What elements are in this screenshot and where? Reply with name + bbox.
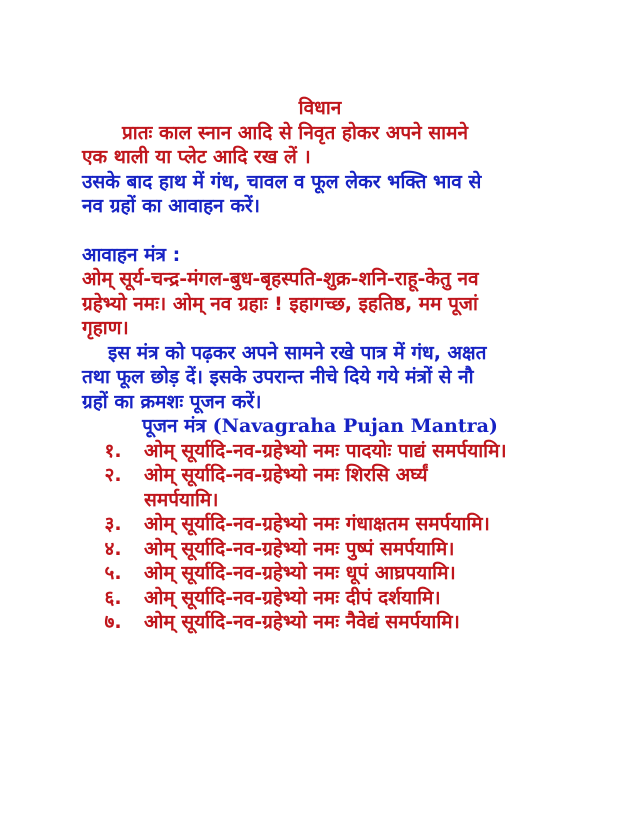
instruction-line-1: इस मंत्र को पढ़कर अपने सामने रखे पात्र में गंध, अक्षत bbox=[108, 341, 487, 364]
intro2-line-1: उसके बाद हाथ में गंध, चावल व फूल लेकर भक्ति भाव से bbox=[82, 170, 482, 193]
item-number: ६. bbox=[104, 586, 122, 609]
page-title: विधान bbox=[298, 97, 342, 119]
list-item bbox=[82, 512, 558, 537]
item-text: ओम् सूर्यादि-नव-ग्रहेभ्यो नमः नैवेद्यं समर्पयामि। bbox=[144, 611, 460, 633]
list-item bbox=[82, 561, 558, 586]
item-number: २. bbox=[104, 464, 122, 486]
avahan-mantra-line-1: ओम् सूर्य-चन्द्र-मंगल-बुध-बृहस्पति-शुक्र-शनि-राहू-केतु नव bbox=[82, 268, 479, 290]
pujan-list bbox=[82, 439, 558, 635]
item-text: ओम् सूर्यादि-नव-ग्रहेभ्यो नमः पादयोः पाद्यं समर्पयामि। bbox=[144, 439, 507, 462]
item-text-continued: समर्पयामि। bbox=[144, 488, 219, 511]
intro2-line-2: नव ग्रहों का आवाहन करें। bbox=[82, 195, 260, 217]
list-item bbox=[82, 463, 558, 488]
item-number: ७. bbox=[104, 611, 122, 633]
pujan-heading-row bbox=[82, 414, 558, 439]
item-text: ओम् सूर्यादि-नव-ग्रहेभ्यो नमः दीपं दर्शयामि। bbox=[144, 586, 441, 609]
item-text: ओम् सूर्यादि-नव-ग्रहेभ्यो नमः शिरसि अर्घ्यं bbox=[144, 464, 428, 486]
item-number: ४. bbox=[104, 537, 122, 560]
list-item bbox=[82, 586, 558, 611]
document-page bbox=[82, 96, 558, 635]
list-item bbox=[82, 537, 558, 562]
item-number: १. bbox=[104, 439, 122, 462]
intro-line-1: प्रातः काल स्नान आदि से निवृत होकर अपने सामने bbox=[122, 121, 469, 144]
item-text: ओम् सूर्यादि-नव-ग्रहेभ्यो नमः धूपं आघ्रपयामि। bbox=[144, 562, 456, 584]
item-text: ओम् सूर्यादि-नव-ग्रहेभ्यो नमः पुष्पं समर्पयामि। bbox=[144, 537, 455, 560]
avahan-mantra-line-3: गृहाण। bbox=[82, 317, 129, 339]
list-item-continuation bbox=[82, 488, 558, 513]
list-item bbox=[82, 439, 558, 464]
avahan-heading: आवाहन मंत्र : bbox=[82, 243, 181, 266]
list-item bbox=[82, 610, 558, 635]
intro-line-2: एक थाली या प्लेट आदि रख लें । bbox=[82, 146, 311, 168]
item-text: ओम् सूर्यादि-नव-ग्रहेभ्यो नमः गंधाक्षतम समर्पयामि। bbox=[144, 513, 490, 535]
instruction-line-3: ग्रहों का क्रमशः पूजन करें। bbox=[82, 390, 262, 413]
item-number: ५. bbox=[104, 562, 122, 584]
item-number: ३. bbox=[104, 513, 122, 535]
spacer bbox=[82, 219, 558, 243]
avahan-mantra-line-2: ग्रहेभ्यो नमः। ओम् नव ग्रहाः ! इहागच्छ, इहतिष्ठ, मम पूजां bbox=[82, 292, 478, 315]
instruction-line-2: तथा फूल छोड़ दें। इसके उपरान्त नीचे दिये गये मंत्रों से नौ bbox=[82, 366, 474, 388]
pujan-heading-latin: (Navagraha Pujan Mantra) bbox=[212, 415, 498, 437]
pujan-heading: पूजन मंत्र bbox=[142, 415, 206, 437]
